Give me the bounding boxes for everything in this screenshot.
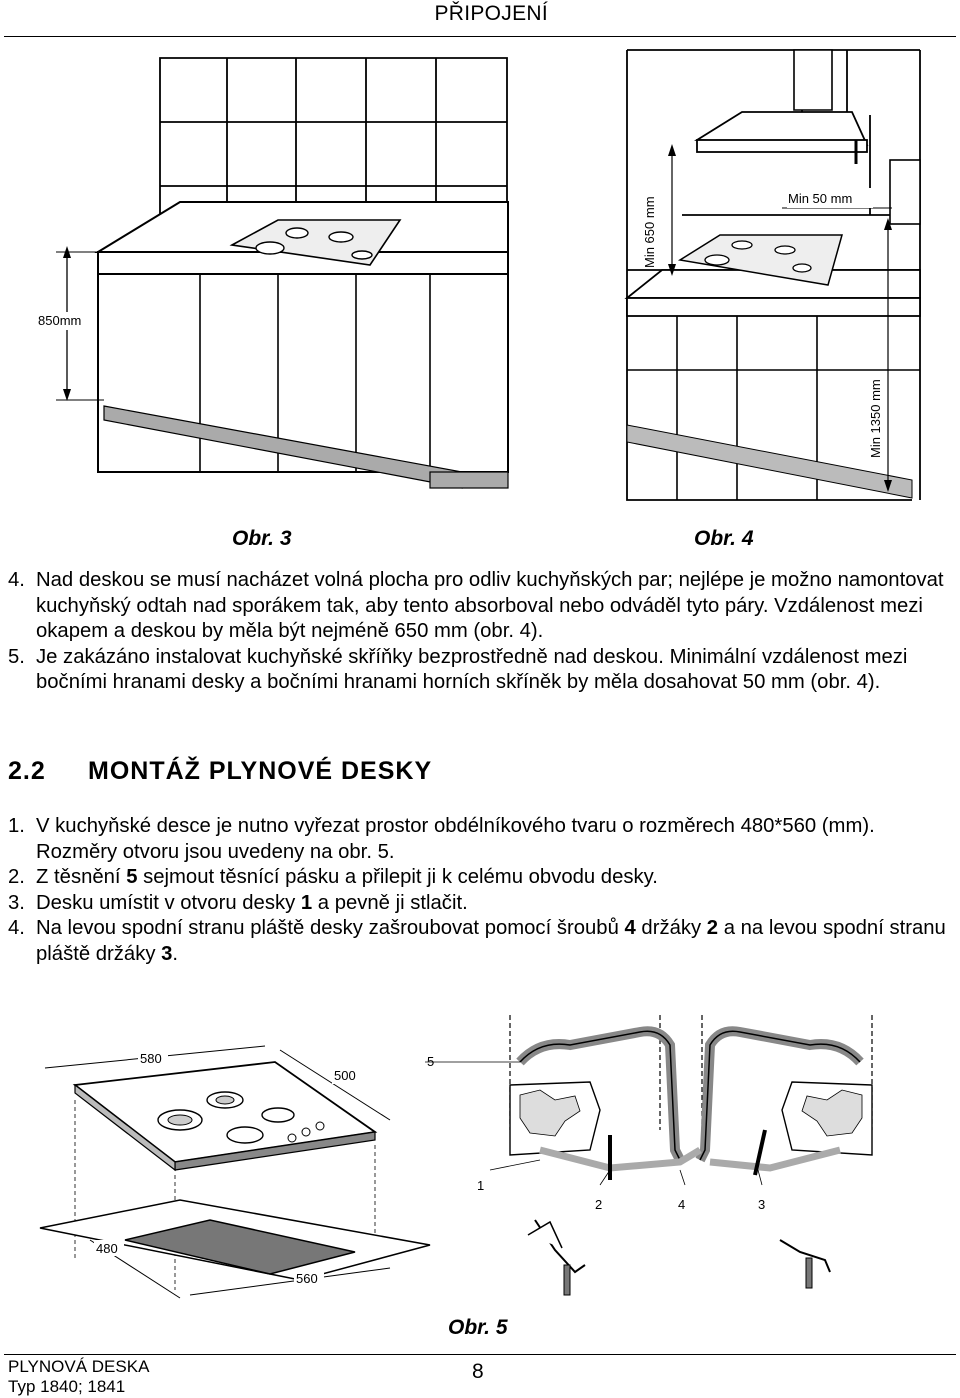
- footer-product-type: Typ 1840; 1841: [8, 1377, 126, 1396]
- item-text: sejmout těsnící pásku a přilepit ji k celému obvodu desky.: [137, 866, 658, 888]
- item-text: V kuchyňské desce je nutno vyřezat prostor obdélníkového tvaru o rozměrech 480*560 (mm). Rozměry otvoru jsou uvedeny na obr. 5.: [36, 815, 875, 863]
- part-ref: 5: [126, 866, 138, 888]
- figure-5-section-illustration: [427, 1010, 900, 1310]
- part-ref: 3: [161, 942, 173, 965]
- part-label-4: 4: [678, 1197, 686, 1212]
- item-text: Desku umístit v otvoru desky: [36, 891, 301, 914]
- instruction-item-1: [8, 814, 960, 865]
- figure-3-caption: Obr. 3: [232, 527, 292, 550]
- item-number: 1.: [8, 815, 25, 837]
- min-50-label: Min 50 mm: [788, 191, 853, 206]
- item-number: 2.: [8, 866, 25, 888]
- part-label-2: 2: [595, 1197, 603, 1212]
- min-650-label: Min 650 mm: [642, 196, 657, 268]
- item-text: a pevně ji stlačit.: [312, 891, 468, 914]
- instruction-item-2: [8, 865, 960, 891]
- figure-5-caption: Obr. 5: [448, 1316, 508, 1339]
- item-number: 3.: [8, 891, 25, 914]
- dim-580-label: 580: [140, 1051, 162, 1066]
- footer-product-info: [8, 1357, 149, 1397]
- item-text: Nad deskou se musí nacházet volná plocha pro odliv kuchyňských par; nejlépe je možno namontovat kuchyňský odtah nad sporákem tak, aby tento absorboval nebo odváděl tyto páry. Vzdálenost mezi okapem a deskou by měla být nejméně 650 mm (obr. 4).: [36, 569, 944, 642]
- min-1350-label: Min 1350 mm: [868, 379, 883, 458]
- part-label-3: 3: [758, 1197, 766, 1212]
- item-number: 5.: [8, 645, 25, 668]
- item-number: 4.: [8, 917, 25, 939]
- instructions-top: [8, 568, 960, 696]
- figure-4-illustration: [622, 40, 952, 510]
- section-number: 2.2: [8, 757, 46, 785]
- height-850-label: 850mm: [38, 313, 82, 328]
- item-number: 4.: [8, 569, 25, 591]
- dim-500-label: 500: [334, 1068, 356, 1083]
- instruction-item-5: [8, 645, 960, 696]
- item-text: .: [172, 942, 179, 965]
- instruction-item-3: [8, 891, 960, 917]
- part-ref: 4: [624, 917, 636, 939]
- part-ref: 2: [706, 917, 719, 939]
- instruction-item-4b: [8, 916, 960, 967]
- page-number: 8: [472, 1360, 484, 1383]
- section-title: MONTÁŽ PLYNOVÉ DESKY: [88, 757, 433, 785]
- item-text: Z těsnění: [36, 866, 127, 888]
- item-text: Na levou spodní stranu pláště desky zašroubovat pomocí šroubů: [36, 917, 625, 939]
- figure-4-caption: Obr. 4: [694, 527, 754, 550]
- part-ref: 1: [300, 891, 313, 914]
- figure-5-hob-illustration: [30, 1040, 450, 1310]
- footer-product-name: PLYNOVÁ DESKA: [8, 1357, 150, 1376]
- item-text: držáky: [635, 917, 707, 939]
- instructions-bottom: [8, 814, 960, 967]
- page-header-title: PŘIPOJENÍ: [434, 2, 548, 25]
- part-label-5: 5: [427, 1054, 435, 1069]
- section-heading: [8, 757, 432, 786]
- header-rule: [4, 36, 956, 37]
- part-label-1: 1: [477, 1178, 485, 1193]
- item-text: Je zakázáno instalovat kuchyňské skříňky bezprostředně nad deskou. Minimální vzdálenost mezi bočními hranami desky a bočními hranami horních skříněk by měla dosahovat 50 mm (obr. 4).: [36, 645, 908, 693]
- dim-560-label: 560: [296, 1271, 318, 1286]
- dim-480-label: 480: [96, 1241, 118, 1256]
- footer-rule: [4, 1354, 956, 1355]
- instruction-item-4: [8, 568, 960, 645]
- item-text: a na levou spodní stranu pláště držáky: [36, 917, 946, 965]
- figure-3-illustration: [30, 40, 530, 510]
